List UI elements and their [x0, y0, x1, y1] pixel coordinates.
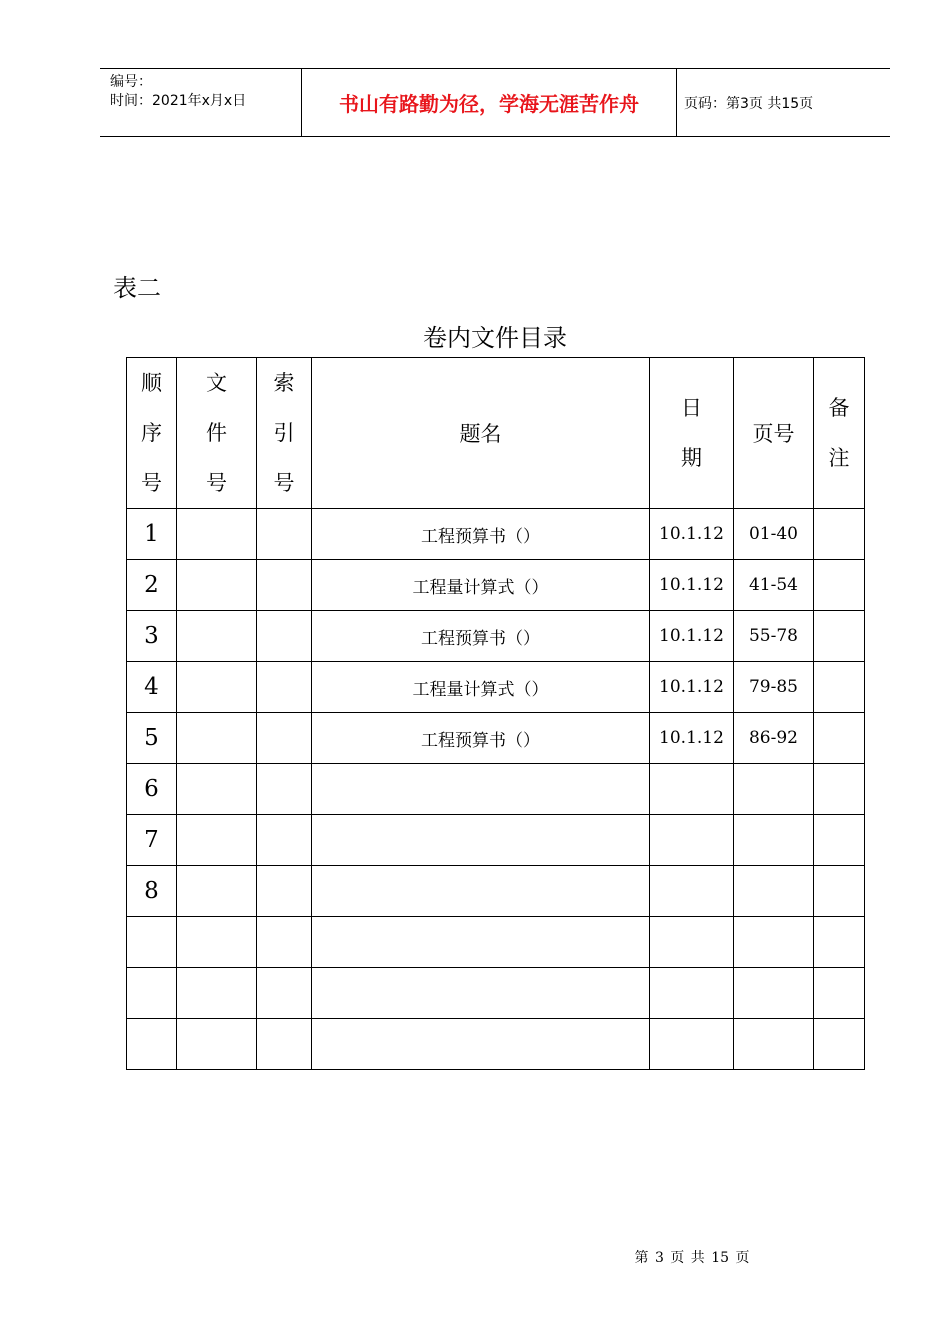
page-footer: 第 3 页 共 15 页: [634, 1250, 750, 1266]
cell-name: [312, 1019, 650, 1070]
table-row: [127, 509, 865, 560]
section-label: 表二: [113, 274, 161, 302]
column-header-name: [312, 358, 650, 509]
cell-pages: 55-78: [734, 611, 814, 662]
table-row: [127, 866, 865, 917]
cell-pages: [734, 1019, 814, 1070]
cell-date: 10.1.12: [650, 713, 734, 764]
cell-pages: [734, 764, 814, 815]
table-row: [127, 662, 865, 713]
table-row: [127, 917, 865, 968]
cell-remark: [814, 713, 865, 764]
cell-index_no: [257, 917, 312, 968]
cell-seq: 3: [127, 611, 177, 662]
cell-name: 工程预算书（）: [312, 611, 650, 662]
cell-index_no: [257, 611, 312, 662]
cell-date: [650, 815, 734, 866]
table-row: [127, 764, 865, 815]
serial-label: 编号：: [110, 74, 152, 90]
cell-pages: 79-85: [734, 662, 814, 713]
cell-remark: [814, 764, 865, 815]
cell-index_no: [257, 560, 312, 611]
time-label: 时间：2021年x月x日: [110, 93, 247, 109]
page-header: [100, 68, 890, 137]
column-header-file_no: [177, 358, 257, 509]
cell-index_no: [257, 713, 312, 764]
cell-pages: [734, 968, 814, 1019]
cell-pages: 41-54: [734, 560, 814, 611]
cell-date: 10.1.12: [650, 560, 734, 611]
column-header-remark: [814, 358, 865, 509]
cell-name: [312, 917, 650, 968]
cell-file_no: [177, 713, 257, 764]
cell-file_no: [177, 560, 257, 611]
cell-date: [650, 866, 734, 917]
cell-pages: [734, 866, 814, 917]
column-header-index_no: [257, 358, 312, 509]
table-header-row: [127, 358, 865, 509]
cell-seq: 4: [127, 662, 177, 713]
cell-pages: 86-92: [734, 713, 814, 764]
cell-name: [312, 764, 650, 815]
column-header-text: 日期: [681, 396, 702, 470]
cell-name: 工程量计算式（）: [312, 560, 650, 611]
column-header-text: 索引号: [273, 371, 295, 495]
cell-remark: [814, 917, 865, 968]
cell-remark: [814, 1019, 865, 1070]
cell-seq: 5: [127, 713, 177, 764]
column-header-date: [650, 358, 734, 509]
table-row: [127, 1019, 865, 1070]
cell-remark: [814, 968, 865, 1019]
cell-date: [650, 968, 734, 1019]
cell-date: 10.1.12: [650, 611, 734, 662]
column-header-seq: [127, 358, 177, 509]
cell-date: 10.1.12: [650, 509, 734, 560]
cell-seq: 6: [127, 764, 177, 815]
cell-seq: 2: [127, 560, 177, 611]
cell-seq: 7: [127, 815, 177, 866]
cell-date: 10.1.12: [650, 662, 734, 713]
header-page-info: 页码：第3页 共15页: [684, 95, 814, 112]
cell-file_no: [177, 968, 257, 1019]
table-row: [127, 611, 865, 662]
cell-file_no: [177, 764, 257, 815]
table-row: [127, 968, 865, 1019]
column-header-text: 题名: [459, 422, 502, 446]
cell-index_no: [257, 509, 312, 560]
cell-seq: [127, 917, 177, 968]
cell-date: [650, 764, 734, 815]
cell-remark: [814, 509, 865, 560]
cell-index_no: [257, 1019, 312, 1070]
cell-index_no: [257, 968, 312, 1019]
cell-remark: [814, 866, 865, 917]
table-row: [127, 815, 865, 866]
column-header-text: 文件号: [206, 371, 227, 495]
table-row: [127, 560, 865, 611]
cell-seq: [127, 1019, 177, 1070]
cell-seq: 8: [127, 866, 177, 917]
cell-file_no: [177, 917, 257, 968]
cell-seq: 1: [127, 509, 177, 560]
cell-pages: [734, 917, 814, 968]
cell-file_no: [177, 662, 257, 713]
cell-name: 工程预算书（）: [312, 713, 650, 764]
cell-seq: [127, 968, 177, 1019]
cell-remark: [814, 560, 865, 611]
cell-index_no: [257, 866, 312, 917]
cell-remark: [814, 815, 865, 866]
cell-name: 工程量计算式（）: [312, 662, 650, 713]
cell-name: [312, 866, 650, 917]
cell-file_no: [177, 611, 257, 662]
cell-pages: [734, 815, 814, 866]
document-title: 卷内文件目录: [423, 324, 567, 352]
header-meta-cell: [100, 69, 302, 136]
cell-file_no: [177, 509, 257, 560]
cell-date: [650, 917, 734, 968]
cell-file_no: [177, 1019, 257, 1070]
cell-name: 工程预算书（）: [312, 509, 650, 560]
cell-pages: 01-40: [734, 509, 814, 560]
table-body: [127, 509, 865, 1070]
file-catalog-table: [126, 357, 865, 1070]
cell-index_no: [257, 764, 312, 815]
cell-index_no: [257, 815, 312, 866]
cell-file_no: [177, 866, 257, 917]
cell-remark: [814, 662, 865, 713]
cell-index_no: [257, 662, 312, 713]
column-header-pages: [734, 358, 814, 509]
cell-name: [312, 968, 650, 1019]
column-header-text: 页号: [752, 422, 795, 446]
column-header-text: 备注: [828, 396, 850, 470]
header-motto: 书山有路勤为径，学海无涯苦作舟: [302, 69, 677, 136]
cell-file_no: [177, 815, 257, 866]
table-row: [127, 713, 865, 764]
cell-remark: [814, 611, 865, 662]
cell-date: [650, 1019, 734, 1070]
column-header-text: 顺序号: [141, 371, 162, 495]
cell-name: [312, 815, 650, 866]
